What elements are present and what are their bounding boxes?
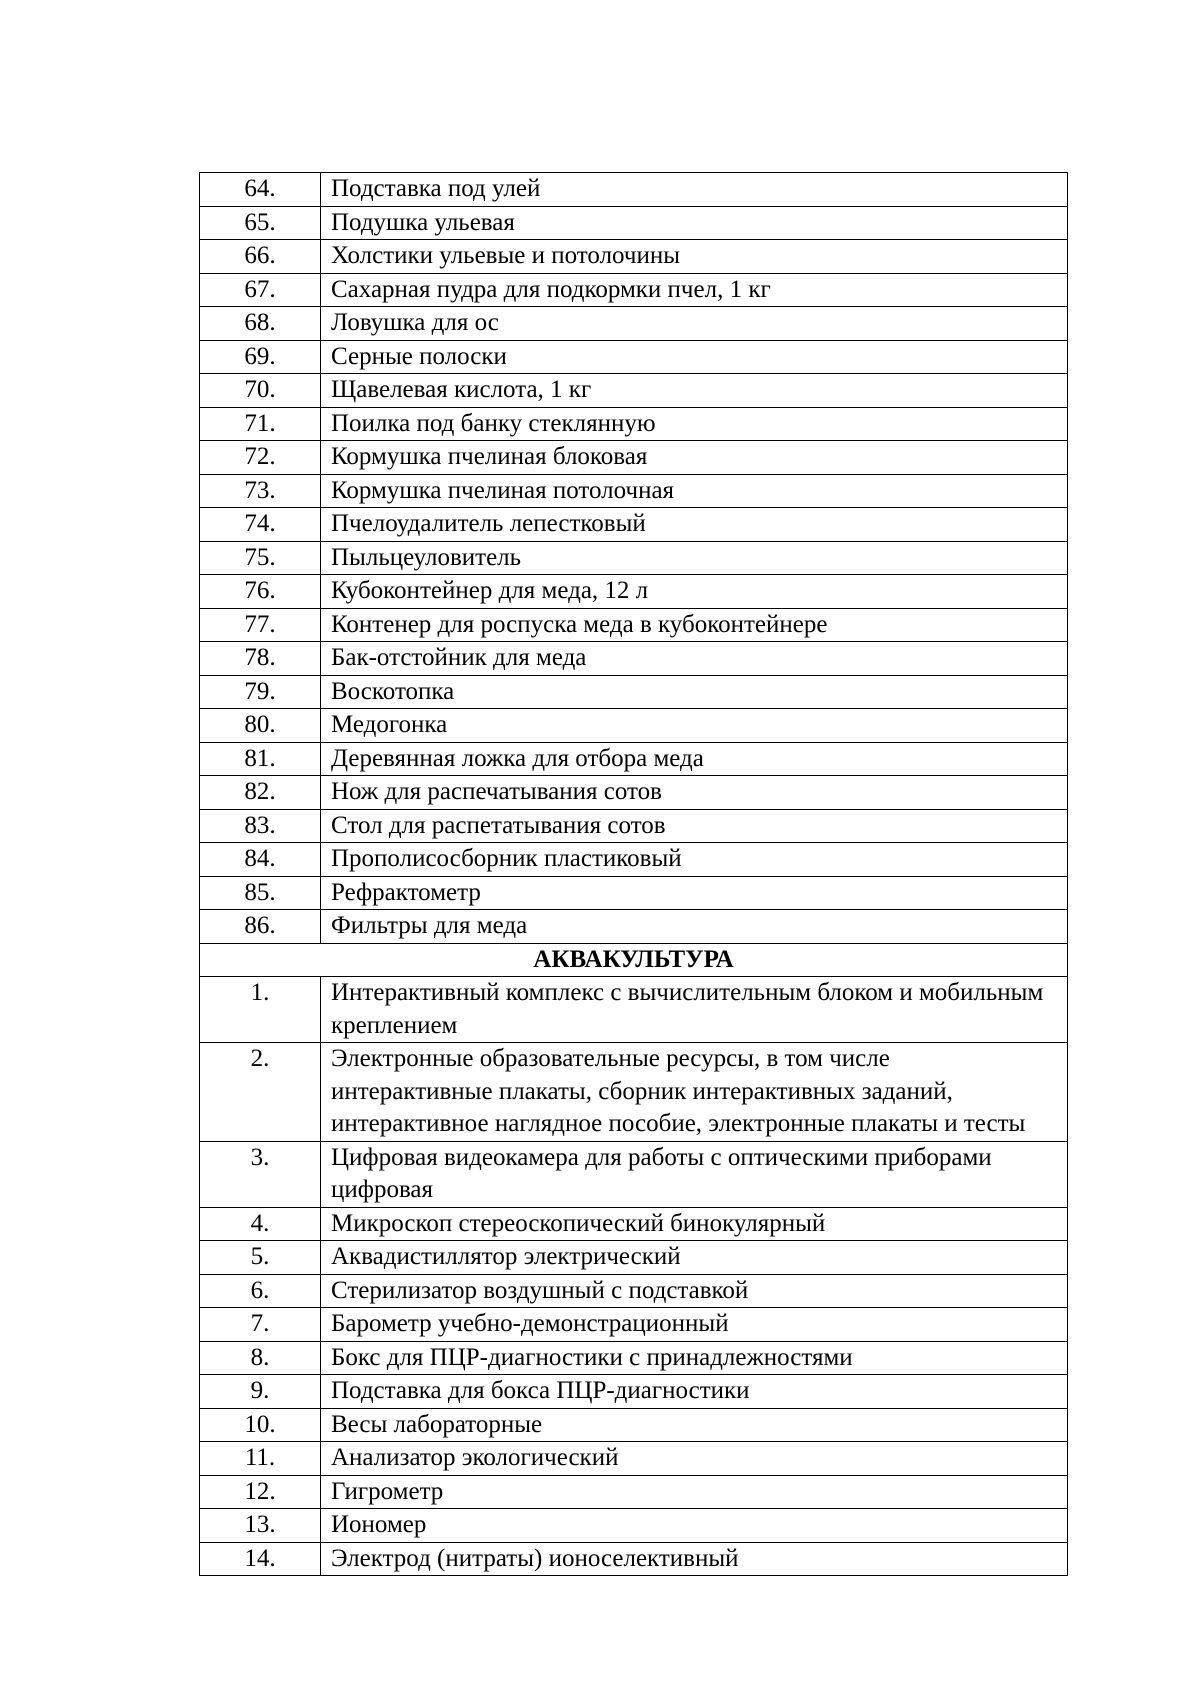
item-name: Щавелевая кислота, 1 кг [321,374,1068,408]
row-number: 85. [200,876,321,910]
item-name: Иономер [321,1509,1068,1543]
row-number: 80. [200,709,321,743]
row-number: 5. [200,1241,321,1275]
table-row [200,742,1068,776]
row-number: 66. [200,240,321,274]
table-row [200,1141,1068,1207]
item-name: Пчелоудалитель лепестковый [321,508,1068,542]
section-rows [200,977,1068,1576]
table-row [200,1274,1068,1308]
table-row [200,642,1068,676]
table-row [200,206,1068,240]
table-row [200,809,1068,843]
item-name: Бокс для ПЦР-диагностики с принадлежностями [321,1341,1068,1375]
item-name: Подставка под улей [321,173,1068,207]
item-name: Аквадистиллятор электрический [321,1241,1068,1275]
table-row [200,776,1068,810]
row-number: 71. [200,407,321,441]
row-number: 68. [200,307,321,341]
row-number: 75. [200,541,321,575]
item-name: Электронные образовательные ресурсы, в том числе интерактивные плакаты, сборник интерактивных заданий, интерактивное наглядное пособие, электронные плакаты и тесты [321,1043,1068,1142]
row-number: 2. [200,1043,321,1142]
table-row [200,1509,1068,1543]
item-name: Холстики ульевые и потолочины [321,240,1068,274]
item-name: Весы лабораторные [321,1408,1068,1442]
item-name: Кормушка пчелиная потолочная [321,474,1068,508]
table-row [200,977,1068,1043]
item-name: Анализатор экологический [321,1442,1068,1476]
table-row [200,1442,1068,1476]
item-name: Пыльцеуловитель [321,541,1068,575]
table-row [200,876,1068,910]
row-number: 3. [200,1141,321,1207]
table-row [200,407,1068,441]
row-number: 67. [200,273,321,307]
section-title: АКВАКУЛЬТУРА [200,943,1068,977]
table-row [200,441,1068,475]
section-header-row [200,943,1068,977]
table-row [200,374,1068,408]
table-row [200,1241,1068,1275]
row-number: 69. [200,340,321,374]
row-number: 73. [200,474,321,508]
item-name: Прополисосборник пластиковый [321,843,1068,877]
document-page [199,172,1067,1576]
table-row [200,240,1068,274]
item-name: Медогонка [321,709,1068,743]
row-number: 72. [200,441,321,475]
table-row [200,273,1068,307]
item-name: Кормушка пчелиная блоковая [321,441,1068,475]
item-name: Интерактивный комплекс с вычислительным блоком и мобильным креплением [321,977,1068,1043]
item-name: Стол для распетатывания сотов [321,809,1068,843]
row-number: 7. [200,1308,321,1342]
table-row [200,910,1068,944]
item-name: Стерилизатор воздушный с подставкой [321,1274,1068,1308]
continued-rows [200,173,1068,944]
item-name: Серные полоски [321,340,1068,374]
table-row [200,1341,1068,1375]
item-name: Фильтры для меда [321,910,1068,944]
section-header-group [200,943,1068,977]
item-name: Воскотопка [321,675,1068,709]
item-name: Ловушка для ос [321,307,1068,341]
row-number: 10. [200,1408,321,1442]
table-row [200,1043,1068,1142]
item-name: Поилка под банку стеклянную [321,407,1068,441]
table-row [200,608,1068,642]
table-row [200,474,1068,508]
row-number: 81. [200,742,321,776]
row-number: 4. [200,1207,321,1241]
table-row [200,675,1068,709]
table-row [200,541,1068,575]
item-name: Кубоконтейнер для меда, 12 л [321,575,1068,609]
table-row [200,1308,1068,1342]
row-number: 64. [200,173,321,207]
row-number: 6. [200,1274,321,1308]
table-row [200,1542,1068,1576]
row-number: 77. [200,608,321,642]
table-row [200,1475,1068,1509]
item-name: Бак-отстойник для меда [321,642,1068,676]
item-name: Гигрометр [321,1475,1068,1509]
table-row [200,709,1068,743]
row-number: 82. [200,776,321,810]
item-name: Подставка для бокса ПЦР-диагностики [321,1375,1068,1409]
table-row [200,508,1068,542]
row-number: 8. [200,1341,321,1375]
table-row [200,340,1068,374]
item-name: Сахарная пудра для подкормки пчел, 1 кг [321,273,1068,307]
row-number: 74. [200,508,321,542]
item-name: Контенер для роспуска меда в кубоконтейнере [321,608,1068,642]
item-name: Нож для распечатывания сотов [321,776,1068,810]
row-number: 76. [200,575,321,609]
row-number: 11. [200,1442,321,1476]
row-number: 79. [200,675,321,709]
row-number: 86. [200,910,321,944]
item-name: Микроскоп стереоскопический бинокулярный [321,1207,1068,1241]
item-name: Рефрактометр [321,876,1068,910]
row-number: 84. [200,843,321,877]
row-number: 70. [200,374,321,408]
table-row [200,173,1068,207]
table-row [200,1408,1068,1442]
item-name: Электрод (нитраты) ионоселективный [321,1542,1068,1576]
row-number: 78. [200,642,321,676]
row-number: 9. [200,1375,321,1409]
table-row [200,575,1068,609]
row-number: 13. [200,1509,321,1543]
table-row [200,307,1068,341]
row-number: 14. [200,1542,321,1576]
table-row [200,1207,1068,1241]
equipment-table [199,172,1068,1576]
table-row [200,843,1068,877]
item-name: Деревянная ложка для отбора меда [321,742,1068,776]
row-number: 12. [200,1475,321,1509]
item-name: Барометр учебно-демонстрационный [321,1308,1068,1342]
row-number: 83. [200,809,321,843]
table-row [200,1375,1068,1409]
item-name: Цифровая видеокамера для работы с оптическими приборами цифровая [321,1141,1068,1207]
item-name: Подушка ульевая [321,206,1068,240]
row-number: 1. [200,977,321,1043]
row-number: 65. [200,206,321,240]
